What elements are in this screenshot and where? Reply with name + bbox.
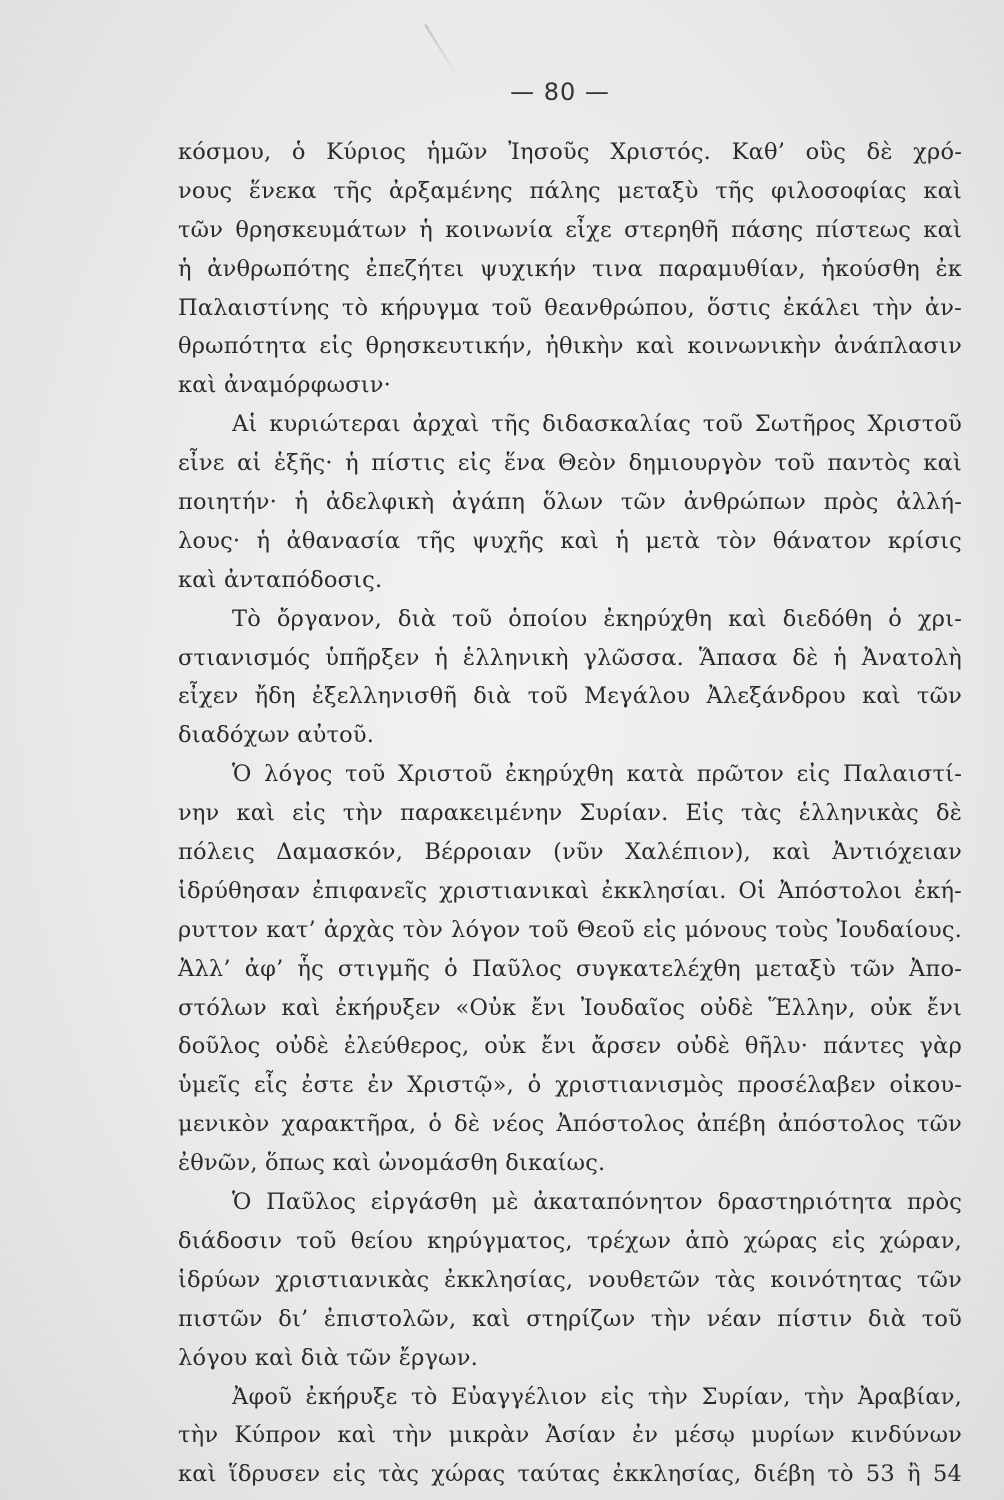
- text-line: Παλαιστίνης τὸ κήρυγμα τοῦ θεανθρώπου, ὅστις ἐκάλει τὴν ἀν-: [178, 294, 962, 321]
- body-text: [178, 133, 962, 1494]
- text-line: καὶ ἀνταπόδοσις.: [178, 566, 383, 593]
- text-line: στιανισμός ὑπῆρξεν ἡ ἑλληνικὴ γλῶσσα. Ἅπασα δὲ ἡ Ἀνατολὴ: [178, 644, 962, 671]
- text-line: ἱδρύων χριστιανικὰς ἐκκλησίας, νουθετῶν τὰς κοινότητας τῶν: [178, 1266, 962, 1293]
- text-line: νους ἕνεκα τῆς ἀρξαμένης πάλης μεταξὺ τῆς φιλοσοφίας καὶ: [178, 177, 962, 204]
- text-line: ρυττον κατ’ ἀρχὰς τὸν λόγον τοῦ Θεοῦ εἰς μόνους τοὺς Ἰουδαίους.: [178, 916, 962, 943]
- text-line: καὶ ἀναμόρφωσιν·: [178, 372, 392, 399]
- text-line: πόλεις Δαμασκόν, Βέρροιαν (νῦν Χαλέπιον), καὶ Ἀντιόχειαν: [178, 839, 962, 866]
- paragraph: [178, 755, 962, 1183]
- text-line: δοῦλος οὐδὲ ἐλεύθερος, οὐκ ἔνι ἄρσεν οὐδὲ θῆλυ· πάντες γὰρ: [178, 1033, 962, 1060]
- text-line: ἡ ἀνθρωπότης ἐπεζήτει ψυχικήν τινα παραμυθίαν, ἠκούσθη ἐκ: [178, 255, 962, 282]
- text-line: λόγου καὶ διὰ τῶν ἔργων.: [178, 1344, 478, 1371]
- text-line: ἐθνῶν, ὅπως καὶ ὠνομάσθη δικαίως.: [178, 1150, 606, 1177]
- text-line: πιστῶν δι’ ἐπιστολῶν, καὶ στηρίζων τὴν νέαν πίστιν διὰ τοῦ: [178, 1305, 962, 1332]
- text-line: νην καὶ εἰς τὴν παρακειμένην Συρίαν. Εἰς τὰς ἑλληνικὰς δὲ: [178, 800, 962, 827]
- text-line: θρωπότητα εἰς θρησκευτικήν, ἠθικὴν καὶ κοινωνικὴν ἀνάπλασιν: [178, 333, 962, 360]
- text-line: στόλων καὶ ἐκήρυξεν «Οὐκ ἔνι Ἰουδαῖος οὐδὲ Ἕλλην, οὐκ ἔνι: [178, 994, 962, 1021]
- text-line: καὶ ἵδρυσεν εἰς τὰς χώρας ταύτας ἐκκλησίας, διέβη τὸ 53 ἢ 54: [178, 1461, 962, 1488]
- text-line: Ἀλλ’ ἀφ’ ἧς στιγμῆς ὁ Παῦλος συγκατελέχθη μεταξὺ τῶν Ἀπο-: [178, 955, 962, 982]
- text-line: Ὁ Παῦλος εἰργάσθη μὲ ἀκαταπόνητον δραστηριότητα πρὸς: [232, 1189, 962, 1216]
- text-line: διάδοσιν τοῦ θείου κηρύγματος, τρέχων ἀπὸ χώρας εἰς χώραν,: [178, 1227, 962, 1254]
- text-line: ἱδρύθησαν ἐπιφανεῖς χριστιανικαὶ ἐκκλησίαι. Οἱ Ἀπόστολοι ἐκή-: [178, 877, 962, 904]
- paragraph: [178, 133, 962, 405]
- text-line: Ἀφοῦ ἐκήρυξε τὸ Εὐαγγέλιον εἰς τὴν Συρίαν, τὴν Ἀραβίαν,: [232, 1383, 962, 1410]
- text-line: ὑμεῖς εἷς ἐστε ἐν Χριστῷ», ὁ χριστιανισμὸς προσέλαβεν οἰκου-: [178, 1072, 962, 1099]
- paragraph: [178, 405, 962, 599]
- paragraph: [178, 600, 962, 756]
- page-number: — 80 —: [510, 78, 610, 106]
- text-line: λους· ἡ ἀθανασία τῆς ψυχῆς καὶ ἡ μετὰ τὸν θάνατον κρίσις: [178, 527, 962, 554]
- text-line: διαδόχων αὐτοῦ.: [178, 722, 375, 749]
- text-line: μενικὸν χαρακτῆρα, ὁ δὲ νέος Ἀπόστολος ἀπέβη ἀπόστολος τῶν: [178, 1111, 962, 1138]
- paragraph: [178, 1183, 962, 1377]
- paragraph: [178, 1378, 962, 1495]
- text-line: τὴν Κύπρον καὶ τὴν μικρὰν Ἀσίαν ἐν μέσῳ μυρίων κινδύνων: [178, 1422, 962, 1449]
- text-line: εἶχεν ἤδη ἐξελληνισθῆ διὰ τοῦ Μεγάλου Ἀλεξάνδρου καὶ τῶν: [178, 683, 962, 710]
- text-line: Ὁ λόγος τοῦ Χριστοῦ ἐκηρύχθη κατὰ πρῶτον εἰς Παλαιστί-: [232, 761, 962, 788]
- text-line: κόσμου, ὁ Κύριος ἡμῶν Ἰησοῦς Χριστός. Καθ’ οὓς δὲ χρό-: [178, 139, 962, 165]
- paper-fold-mark: [424, 24, 457, 76]
- text-line: τῶν θρησκευμάτων ἡ κοινωνία εἶχε στερηθῆ πάσης πίστεως καὶ: [178, 216, 962, 243]
- text-line: Τὸ ὄργανον, διὰ τοῦ ὁποίου ἐκηρύχθη καὶ διεδόθη ὁ χρι-: [232, 605, 962, 632]
- text-line: εἶνε αἱ ἑξῆς· ἡ πίστις εἰς ἕνα Θεὸν δημιουργὸν τοῦ παντὸς καὶ: [178, 450, 962, 477]
- text-line: ποιητήν· ἡ ἀδελφικὴ ἀγάπη ὅλων τῶν ἀνθρώπων πρὸς ἀλλή-: [178, 489, 962, 516]
- text-line: Αἱ κυριώτεραι ἀρχαὶ τῆς διδασκαλίας τοῦ Σωτῆρος Χριστοῦ: [232, 411, 962, 438]
